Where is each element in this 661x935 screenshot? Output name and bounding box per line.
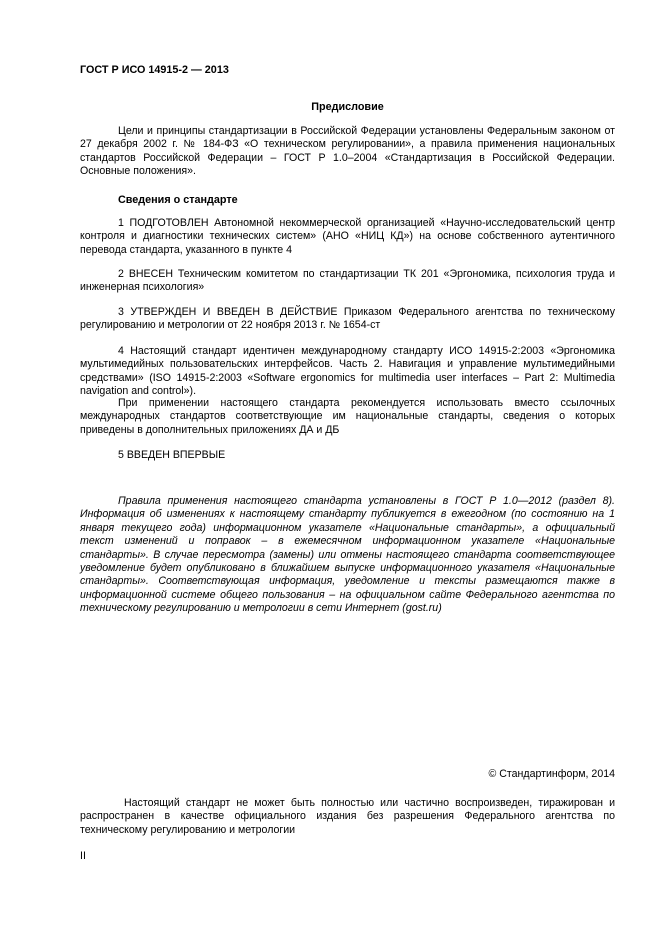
page-number: II xyxy=(80,850,86,862)
info-item-4: 4 Настоящий стандарт идентичен международному стандарту ИСО 14915-2:2003 «Эргономика мультимедийных пользовательских интерфейсов. Часть 2. Навигация и управление мультимедийными средствами» (ISO 14915-2:2003 «Software ergonomics for multimedia user interfaces – Part 2: Multimedia navigation and control»). xyxy=(80,345,615,398)
document-id: ГОСТ Р ИСО 14915-2 — 2013 xyxy=(80,64,229,76)
foreword-intro: Цели и принципы стандартизации в Российской Федерации установлены Федеральным законом от 27 декабря 2002 г. № 184-ФЗ «О техническом регулировании», а правила применения национальных стандартов Российской Федерации – ГОСТ Р 1.0–2004 «Стандартизация в Российской Федерации. Основные положения». xyxy=(80,125,615,178)
reproduction-notice: Настоящий стандарт не может быть полностью или частично воспроизведен, тиражирован и распространен в качестве официального издания без разрешения Федерального агентства по техническому регулированию и метрологии xyxy=(80,797,615,836)
info-item-1: 1 ПОДГОТОВЛЕН Автономной некоммерческой организацией «Научно-исследовательский центр контроля и диагностики технических систем» (АНО «НИЦ КД») на основе собственного аутентичного перевода стандарта, указанного в пункте 4 xyxy=(80,217,615,256)
info-item-5: 5 ВВЕДЕН ВПЕРВЫЕ xyxy=(118,449,226,461)
info-item-4-note: При применении настоящего стандарта рекомендуется использовать вместо ссылочных международных стандартов соответствующие им национальные стандарты, сведения о которых приведены в дополнительных приложениях ДА и ДБ xyxy=(80,397,615,436)
foreword-title: Предисловие xyxy=(311,101,384,113)
standard-info-title: Сведения о стандарте xyxy=(118,194,238,206)
rules-note: Правила применения настоящего стандарта установлены в ГОСТ Р 1.0—2012 (раздел 8). Информация об изменениях к настоящему стандарту публикуется в ежегодном (по состоянию на 1 января текущего года) информационном указателе «Национальные стандарты», а официальный текст изменений и поправок – в ежемесячном информационном указателе «Национальные стандарты». В случае пересмотра (замены) или отмены настоящего стандарта соответствующее уведомление будет опубликовано в ближайшем выпуске информационного указателя «Национальные стандарты». Соответствующая информация, уведомление и тексты размещаются также в информационной системе общего пользования – на официальном сайте Федерального агентства по техническому регулированию и метрологии в сети Интернет (gost.ru) xyxy=(80,495,615,615)
copyright: © Стандартинформ, 2014 xyxy=(488,768,615,780)
info-item-3: 3 УТВЕРЖДЕН И ВВЕДЕН В ДЕЙСТВИЕ Приказом Федерального агентства по техническому регулированию и метрологии от 22 ноября 2013 г. № 1654-ст xyxy=(80,306,615,332)
info-item-2: 2 ВНЕСЕН Техническим комитетом по стандартизации ТК 201 «Эргономика, психология труда и инженерная психология» xyxy=(80,268,615,294)
